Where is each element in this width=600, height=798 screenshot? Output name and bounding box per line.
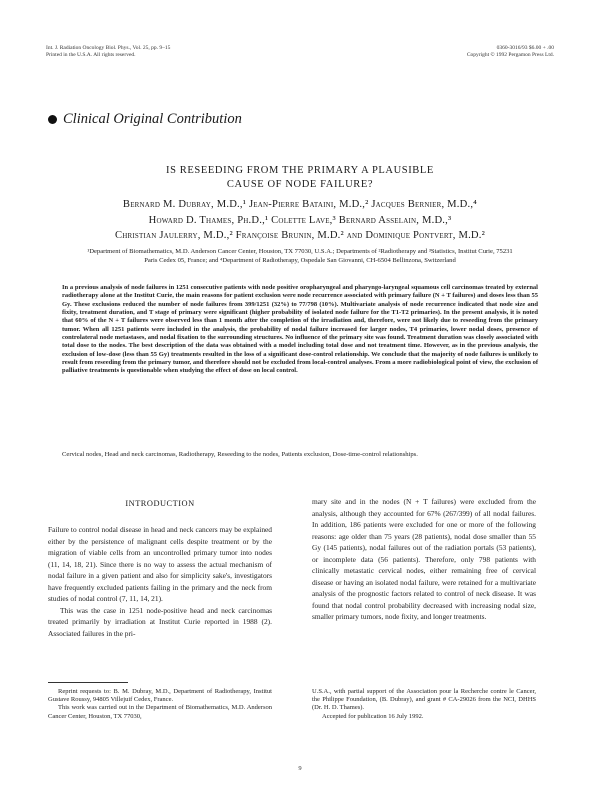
page-number: 9 [298, 765, 302, 772]
footnote-divider [48, 682, 128, 683]
author-line: Bernard M. Dubray, M.D.,¹ Jean-Pierre Bataini, M.D.,² Jacques Bernier, M.D.,⁴ [122, 199, 478, 210]
abstract: In a previous analysis of node failures in 1251 consecutive patients with node positive oropharyngeal and pharyngo-laryngeal squamous cell carcinomas treated by external radiotherapy alone at the Institut Curie, the main reasons for patient exclusion were node recurrence associated with primary failure (N + T failures) and doses less than 55 Gy. These exclusions reduced the number of node failures from 399/1251 (32%) to 77/798 (10%). Multivariate analysis of node recurrence indicated that node size and fixity, treatment duration, and T stage of primary were significant (higher probability of isolated node failure for the T1-T2 primaries). In the present analysis, it is noted that 60% of the N + T failures were observed less than 1 month after the completion of the irradiation and, therefore, were not likely due to reseeding from the primary tumor. When all 1251 patients were included in the analysis, the probability of nodal failure increased for larger nodes, T4 primaries, lower nodal doses, presence of controlateral node metastases, and nodal fixation to the surrounding structures. No influence of the primary site was found. Treatment duration was closely associated with total dose to the nodes. The best description of the data was obtained with a model including total dose and not treatment time. However, as in the previous analysis, the exclusion of low-dose (less than 55 Gy) treatments resulted in the loss of a significant dose-control relationship. We conclude that the majority of node failures is unlikely to result from reseeding from the primary tumor, and therefore should not be excluded from local-control analyses. From a more radiobiological point of view, the exclusion of palliative treatments is questionable when studying the effect of dose on local control. [62, 284, 538, 375]
issn-price: 0360-3016/93 $6.00 + .00 [496, 45, 554, 51]
copyright-header [334, 45, 554, 59]
affiliations: ¹Department of Biomathematics, M.D. Anderson Cancer Center, Houston, TX 77030, U.S.A.; Departments of ²Radiotherapy and ³Statistics, Institut Curie, 75231 Paris Cedex 05, France; and ⁴Department of Radiotherapy, Ospedale San Giovanni, CH-6504 Bellinzona, Switzerland [87, 248, 513, 264]
support-footnote: U.S.A., with partial support of the Association pour la Recherche contre le Cancer, the Philippe Foundation, (B. Dubray), and grant # CA-29026 from the NCI, DHHS (Dr. H. D. Thames). [312, 688, 536, 712]
author-list [40, 197, 560, 244]
section-label-text: Clinical Original Contribution [63, 111, 242, 127]
title-line: IS RESEEDING FROM THE PRIMARY A PLAUSIBLE [166, 165, 434, 176]
footnotes-right [312, 688, 536, 721]
work-footnote: This work was carried out in the Department of Biomathematics, M.D. Anderson Cancer Center, Houston, TX 77030, [48, 704, 272, 720]
introduction-heading: INTRODUCTION [125, 499, 195, 508]
bullet-icon [48, 115, 57, 124]
footnotes-left [48, 688, 272, 721]
paragraph: mary site and in the nodes (N + T failures) were excluded from the analysis, although they accounted for 67% (267/399) of all nodal failures. In addition, 186 patients were excluded for one or more of the following reasons: age older than 75 years (28 patients), nodal dose smaller than 55 Gy (145 patients), nodal failures out of the radiation portals (53 patients), or incomplete data (56 patients). Therefore, only 798 patients with clinically metastatic cervical nodes, either remaining free of cervical disease or having an isolated nodal failure, were retained for a multivariate analysis of the prognostic factors related to control of neck disease. It was found that nodal control probability decreased with increasing nodal size, smaller primary tumors, node fixity, and longer treatments. [312, 497, 536, 621]
right-column [312, 496, 536, 623]
author-line: Christian Jaulerry, M.D.,² Françoise Brunin, M.D.² and Dominique Pontvert, M.D.² [114, 230, 486, 241]
paragraph: This was the case in 1251 node-positive head and neck carcinomas treated primarily by irradiation at Institut Curie reported in 1988 (2). Associated failures in the pri- [48, 605, 272, 638]
left-column [48, 524, 272, 639]
article-title [60, 164, 540, 192]
journal-citation: Int. J. Radiation Oncology Biol. Phys., Vol. 25, pp. 9–15 [46, 45, 171, 51]
section-label [48, 111, 242, 128]
author-line: Howard D. Thames, Ph.D.,¹ Colette Lave,³ Bernard Asselain, M.D.,³ [148, 214, 452, 226]
print-notice: Printed in the U.S.A. All rights reserved. [46, 52, 136, 58]
keywords: Cervical nodes, Head and neck carcinomas, Radiotherapy, Reseeding to the nodes, Patients exclusion, Dose-time-control relationships. [62, 451, 418, 458]
copyright-line: Copyright © 1992 Pergamon Press Ltd. [466, 52, 554, 58]
journal-header [46, 45, 296, 59]
title-line: CAUSE OF NODE FAILURE? [226, 179, 374, 190]
accepted-footnote: Accepted for publication 16 July 1992. [322, 712, 424, 720]
paragraph: Failure to control nodal disease in head and neck cancers may be explained either by the persistence of malignant cells despite treatment or by the migration of viable cells from an uncontrolled primary tumor into nodes (11, 14, 18, 21). Since there is no way to assess the actual mechanism of nodal failure in a given patient and also for simplicity sake's, investigators have frequently excluded patients failing in the primary and the neck from studies of nodal control (7, 11, 14, 21). [48, 525, 272, 603]
reprint-footnote: Reprint requests to: B. M. Dubray, M.D., Department of Radiotherapy, Institut Gustave Roussy, 94805 Villejuif Cedex, France. [48, 688, 272, 704]
